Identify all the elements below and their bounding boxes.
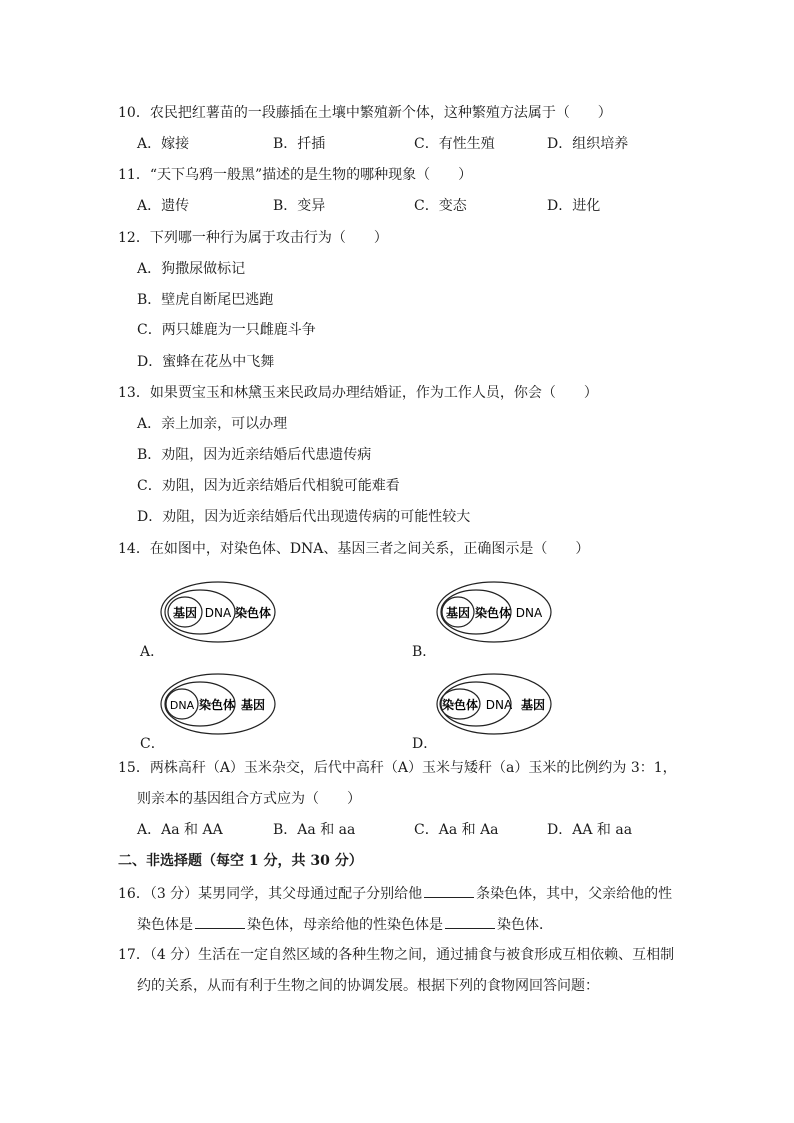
q14-diagram-d-svg	[436, 670, 556, 738]
q14-diagram-a-svg	[160, 578, 280, 646]
q14-diagram-d	[436, 670, 556, 738]
inner-label: DNA	[169, 699, 195, 712]
q16-text-1: 16．（3 分）某男同学，其父母通过配子分别给他	[118, 886, 423, 902]
q13-option-a[interactable]: A．亲上加亲，可以办理	[137, 416, 288, 432]
q15-stem-line1: 15．两株高秆（A）玉米杂交，后代中高秆（A）玉米与矮秆（a）玉米的比例约为 3：1，	[118, 760, 677, 776]
q15-option-a[interactable]: A．Aa 和 AA	[137, 822, 223, 838]
q16-text-2: 条染色体，其中，父亲给他的性	[476, 886, 673, 902]
q15-option-c[interactable]: C．Aa 和 Aa	[414, 822, 499, 838]
q10-stem: 10．农民把红薯苗的一段藤插在土壤中繁殖新个体，这种繁殖方法属于（ ）	[118, 105, 612, 121]
q14-option-d[interactable]: D．	[412, 736, 438, 752]
inner-label: 基因	[172, 606, 198, 620]
q11-option-a[interactable]: A．遗传	[137, 198, 190, 214]
outer-label: 染色体	[234, 606, 272, 620]
q10-option-d[interactable]: D．组织培养	[547, 136, 629, 152]
q14-diagram-c	[160, 670, 280, 738]
q14-diagram-b-svg	[436, 578, 556, 646]
outer-label: 基因	[520, 698, 546, 712]
q17-line2: 约的关系，从而有利于生物之间的协调发展。根据下列的食物网回答问题：	[137, 978, 599, 994]
q14-stem: 14．在如图中，对染色体、DNA、基因三者之间关系，正确图示是（ ）	[118, 541, 590, 557]
outer-label: DNA	[515, 606, 543, 620]
q15-option-b[interactable]: B．Aa 和 aa	[273, 822, 356, 838]
q16-blank-2[interactable]	[195, 914, 245, 929]
q13-stem: 13．如果贾宝玉和林黛玉来民政局办理结婚证，作为工作人员，你会（ ）	[118, 385, 598, 401]
middle-label: DNA	[204, 606, 232, 620]
q11-stem: 11．“天下乌鸦一般黑”描述的是生物的哪种现象（ ）	[118, 167, 473, 183]
q10-option-c[interactable]: C．有性生殖	[414, 136, 495, 152]
q12-option-c[interactable]: C．两只雄鹿为一只雌鹿斗争	[137, 322, 316, 338]
q11-option-b[interactable]: B．变异	[273, 198, 326, 214]
q11-option-d[interactable]: D．进化	[547, 198, 601, 214]
middle-label: DNA	[485, 698, 513, 712]
q10-option-a[interactable]: A．嫁接	[137, 136, 190, 152]
q12-option-d[interactable]: D．蜜蜂在花丛中飞舞	[137, 354, 275, 370]
q15-option-d[interactable]: D．AA 和 aa	[547, 822, 633, 838]
q12-option-b[interactable]: B．壁虎自断尾巴逃跑	[137, 292, 274, 308]
q12-option-a[interactable]: A．狗撒尿做标记	[137, 261, 246, 277]
q14-option-a[interactable]: A．	[140, 644, 165, 660]
q10-option-b[interactable]: B．扦插	[273, 136, 326, 152]
inner-label: 基因	[445, 606, 471, 620]
section-title: 二、非选择题（每空 1 分，共 30 分）	[118, 853, 363, 869]
q14-option-c[interactable]: C．	[140, 736, 165, 752]
q16-text-5: 染色体．	[497, 917, 553, 933]
q13-option-d[interactable]: D．劝阻，因为近亲结婚后代出现遗传病的可能性较大	[137, 509, 471, 525]
q14-diagram-a	[160, 578, 280, 646]
middle-label: 染色体	[474, 606, 512, 620]
q16-blank-1[interactable]	[424, 883, 474, 898]
q15-stem-line2: 则亲本的基因组合方式应为（ ）	[137, 791, 361, 807]
q16-line2	[137, 914, 553, 935]
q14-option-b[interactable]: B．	[412, 644, 437, 660]
q14-diagram-b	[436, 578, 556, 646]
q16-blank-3[interactable]	[445, 914, 495, 929]
q17-line1: 17．（4 分）生活在一定自然区域的各种生物之间，通过捕食与被食形成互相依赖、互相制	[118, 947, 675, 963]
q11-option-c[interactable]: C．变态	[414, 198, 467, 214]
middle-label: 染色体	[198, 698, 236, 712]
inner-label: 染色体	[441, 698, 479, 712]
q16-line1	[118, 883, 672, 904]
q13-option-b[interactable]: B．劝阻，因为近亲结婚后代患遗传病	[137, 447, 372, 463]
q13-option-c[interactable]: C．劝阻，因为近亲结婚后代相貌可能难看	[137, 478, 400, 494]
q16-text-4: 染色体，母亲给他的性染色体是	[247, 917, 443, 933]
q16-text-3: 染色体是	[137, 917, 193, 933]
q12-stem: 12．下列哪一种行为属于攻击行为（ ）	[118, 230, 388, 246]
q14-diagram-c-svg	[160, 670, 280, 738]
outer-label: 基因	[240, 698, 266, 712]
